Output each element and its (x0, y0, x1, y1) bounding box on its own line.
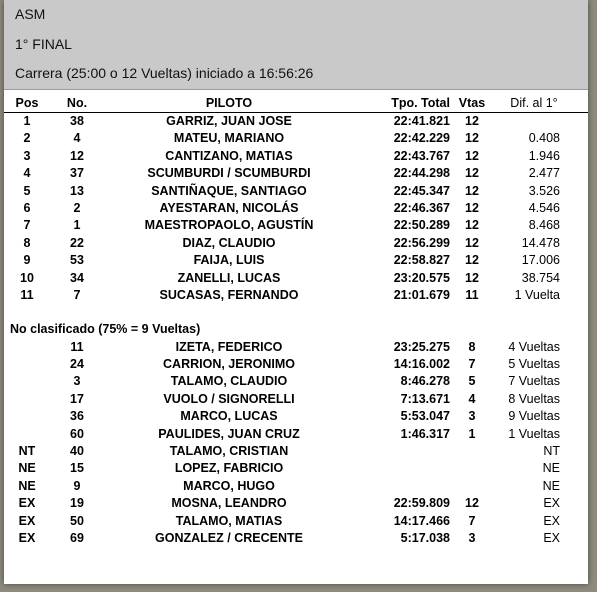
cell-piloto: VUOLO / SIGNORELLI (163, 391, 295, 406)
col-vtas: Vtas (458, 96, 486, 110)
cell-time: 1:46.317 (400, 426, 450, 441)
cell-pos: NE (18, 461, 36, 476)
table-row (4, 252, 588, 269)
cell-dif: 7 Vueltas (508, 374, 560, 389)
cell-time: 7:13.671 (400, 391, 450, 406)
cell-dif: NE (542, 478, 560, 493)
cell-no: 38 (70, 114, 84, 128)
table-row (4, 408, 588, 425)
cell-piloto: MARCO, LUCAS (180, 409, 278, 424)
cell-pos: EX (18, 530, 36, 545)
cell-dif: EX (543, 530, 560, 545)
cell-dif: 5 Vueltas (508, 357, 560, 372)
cell-dif: 0.408 (528, 131, 560, 146)
document-header (4, 0, 588, 90)
table-row (4, 270, 588, 287)
cell-laps: 12 (465, 148, 479, 163)
cell-laps: 7 (468, 357, 476, 372)
table-row (4, 443, 588, 460)
table-row (4, 391, 588, 408)
cell-no: 19 (70, 496, 84, 511)
cell-time: 22:56.299 (393, 235, 450, 250)
cell-dif: 17.006 (521, 253, 560, 268)
cell-no: 17 (70, 391, 84, 406)
cell-pos: 7 (23, 218, 31, 233)
cell-pos: 8 (23, 235, 31, 250)
cell-pos: 4 (23, 166, 31, 181)
cell-piloto: SANTIÑAQUE, SANTIAGO (151, 183, 307, 198)
col-dif: Dif. al 1° (510, 96, 558, 110)
cell-piloto: AYESTARAN, NICOLÁS (159, 200, 299, 215)
cell-time: 22:41.821 (393, 114, 450, 128)
table-row (4, 287, 588, 304)
cell-no: 22 (70, 235, 84, 250)
cell-dif: 3.526 (528, 183, 560, 198)
cell-piloto: ZANELLI, LUCAS (177, 270, 281, 285)
cell-laps: 12 (465, 218, 479, 233)
cell-no: 37 (70, 166, 84, 181)
col-no: No. (66, 96, 88, 110)
race-info: Carrera (25:00 o 12 Vueltas) iniciado a 16:56:26 (15, 65, 314, 81)
table-row (4, 478, 588, 495)
cell-no: 7 (73, 287, 81, 302)
cell-time: 22:46.367 (393, 200, 450, 215)
cell-time: 8:46.278 (400, 374, 450, 389)
cell-time: 22:42.229 (393, 131, 450, 146)
cell-dif: 9 Vueltas (508, 409, 560, 424)
not-classified-title: No clasificado (75% = 9 Vueltas) (10, 322, 201, 337)
header-title: ASM (15, 6, 46, 22)
cell-no: 9 (73, 478, 81, 493)
cell-laps: 3 (468, 409, 476, 424)
table-row (4, 460, 588, 477)
cell-piloto: MATEU, MARIANO (173, 131, 285, 146)
cell-laps: 12 (465, 183, 479, 198)
cell-dif: EX (543, 496, 560, 511)
cell-piloto: FAIJA, LUIS (193, 253, 265, 268)
cell-time: 5:53.047 (400, 409, 450, 424)
cell-dif: 2.477 (528, 166, 560, 181)
cell-dif: 4.546 (528, 200, 560, 215)
cell-pos: 10 (20, 270, 34, 285)
cell-pos: 2 (23, 131, 31, 146)
cell-piloto: MARCO, HUGO (183, 478, 275, 493)
col-piloto: PILOTO (205, 96, 253, 110)
cell-no: 11 (70, 339, 84, 354)
results-table (4, 95, 588, 547)
table-header (4, 95, 588, 113)
table-row (4, 530, 588, 547)
cell-laps: 12 (465, 131, 479, 146)
cell-dif: NE (542, 461, 560, 476)
cell-pos: 3 (23, 148, 31, 163)
cell-dif: EX (543, 513, 560, 528)
cell-laps: 12 (465, 235, 479, 250)
cell-dif: 1 Vuelta (514, 287, 560, 302)
cell-no: 34 (70, 270, 84, 285)
cell-no: 60 (70, 426, 84, 441)
col-tpo-total: Tpo. Total (391, 96, 450, 110)
cell-piloto: CARRION, JERONIMO (163, 357, 295, 372)
cell-pos: NE (18, 478, 36, 493)
cell-time: 22:44.298 (393, 166, 450, 181)
cell-time: 23:25.275 (393, 339, 450, 354)
cell-laps: 12 (465, 253, 479, 268)
cell-time: 22:59.809 (393, 496, 450, 511)
cell-piloto: LOPEZ, FABRICIO (174, 461, 284, 476)
cell-dif: 8.468 (528, 218, 560, 233)
table-row (4, 339, 588, 356)
results-document (4, 0, 588, 584)
cell-dif: NT (543, 444, 560, 459)
cell-no: 40 (70, 444, 84, 459)
cell-no: 69 (70, 530, 84, 545)
section-spacer (4, 304, 588, 321)
cell-laps: 3 (468, 530, 476, 545)
cell-no: 36 (70, 409, 84, 424)
cell-laps: 12 (465, 200, 479, 215)
cell-laps: 7 (468, 513, 476, 528)
table-row (4, 113, 588, 130)
cell-no: 4 (73, 131, 81, 146)
table-row (4, 148, 588, 165)
cell-piloto: SCUMBURDI / SCUMBURDI (147, 166, 311, 181)
table-row (4, 130, 588, 147)
cell-no: 53 (70, 253, 84, 268)
cell-piloto: MOSNA, LEANDRO (171, 496, 287, 511)
classified-list (4, 113, 588, 304)
cell-laps: 12 (465, 270, 479, 285)
cell-time: 22:50.289 (393, 218, 450, 233)
cell-no: 15 (70, 461, 84, 476)
cell-piloto: PAULIDES, JUAN CRUZ (158, 426, 300, 441)
not-classified-list (4, 339, 588, 548)
cell-laps: 5 (468, 374, 476, 389)
table-row (4, 426, 588, 443)
cell-piloto: TALAMO, MATIAS (175, 513, 283, 528)
cell-dif: 1 Vueltas (508, 426, 560, 441)
cell-piloto: MAESTROPAOLO, AGUSTÍN (144, 218, 314, 233)
cell-pos: 5 (23, 183, 31, 198)
cell-laps: 4 (468, 391, 476, 406)
table-row (4, 183, 588, 200)
cell-laps: 1 (468, 426, 476, 441)
cell-pos: 1 (23, 114, 31, 128)
cell-time: 5:17.038 (400, 530, 450, 545)
cell-dif: 1.946 (528, 148, 560, 163)
cell-pos: EX (18, 496, 36, 511)
table-row (4, 356, 588, 373)
cell-no: 50 (70, 513, 84, 528)
cell-time: 22:45.347 (393, 183, 450, 198)
cell-laps: 12 (465, 114, 479, 128)
cell-no: 13 (70, 183, 84, 198)
cell-no: 24 (70, 357, 84, 372)
table-row (4, 200, 588, 217)
cell-piloto: SUCASAS, FERNANDO (159, 287, 299, 302)
col-pos: Pos (15, 96, 39, 110)
table-row (4, 217, 588, 234)
cell-piloto: GONZALEZ / CRECENTE (155, 530, 303, 545)
cell-pos: 11 (20, 287, 34, 302)
cell-pos: NT (18, 444, 36, 459)
not-classified-section (4, 321, 588, 338)
cell-laps: 11 (465, 287, 479, 302)
cell-piloto: DIAZ, CLAUDIO (182, 235, 276, 250)
cell-pos: EX (18, 513, 36, 528)
cell-time: 22:43.767 (393, 148, 450, 163)
table-row (4, 165, 588, 182)
cell-time: 21:01.679 (393, 287, 450, 302)
cell-pos: 6 (23, 200, 31, 215)
table-row (4, 373, 588, 390)
cell-piloto: TALAMO, CLAUDIO (170, 374, 288, 389)
table-row (4, 495, 588, 512)
table-row (4, 235, 588, 252)
cell-piloto: CANTIZANO, MATIAS (165, 148, 293, 163)
cell-piloto: TALAMO, CRISTIAN (169, 444, 289, 459)
cell-laps: 8 (468, 339, 476, 354)
table-row (4, 513, 588, 530)
cell-dif: 38.754 (521, 270, 560, 285)
cell-no: 3 (73, 374, 81, 389)
cell-laps: 12 (465, 166, 479, 181)
cell-laps: 12 (465, 496, 479, 511)
cell-no: 12 (70, 148, 84, 163)
cell-dif: 8 Vueltas (508, 391, 560, 406)
cell-piloto: IZETA, FEDERICO (175, 339, 283, 354)
cell-dif: 14.478 (521, 235, 560, 250)
cell-pos: 9 (23, 253, 31, 268)
cell-piloto: GARRIZ, JUAN JOSE (166, 114, 292, 128)
cell-time: 14:16.002 (393, 357, 450, 372)
cell-no: 1 (73, 218, 81, 233)
cell-dif: 4 Vueltas (508, 339, 560, 354)
event-name: 1° FINAL (15, 36, 72, 52)
cell-no: 2 (73, 200, 81, 215)
cell-time: 22:58.827 (393, 253, 450, 268)
cell-time: 14:17.466 (393, 513, 450, 528)
cell-time: 23:20.575 (393, 270, 450, 285)
